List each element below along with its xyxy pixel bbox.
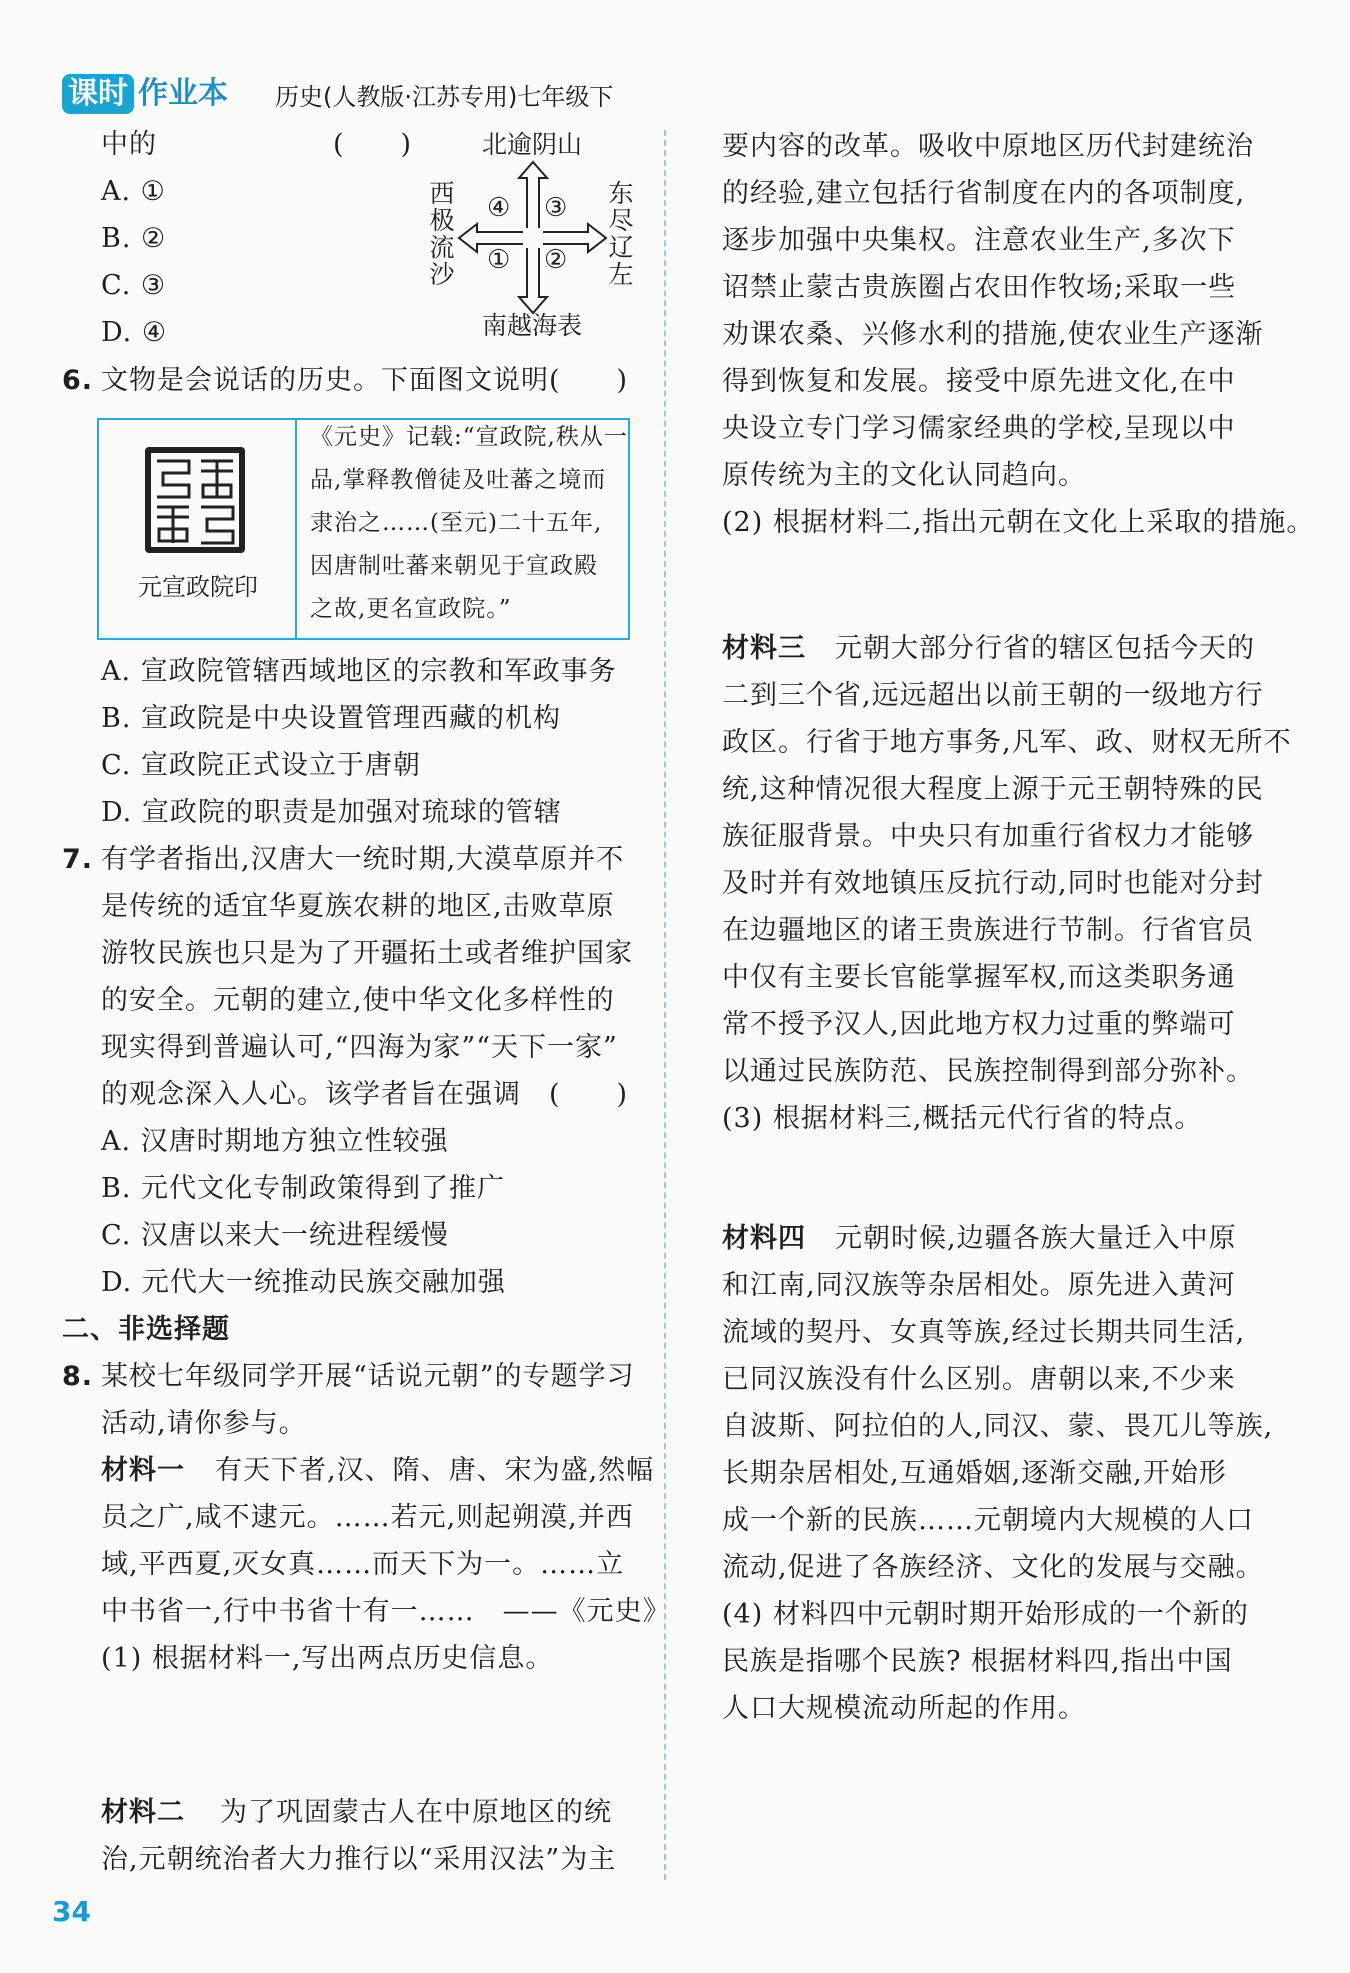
- material-3-label: 材料三: [722, 633, 806, 664]
- q8-subquestion-4: (4) 材料四中元朝时期开始形成的一个新的: [722, 1599, 1249, 1630]
- q5-option-d: D. ④: [101, 317, 168, 348]
- material-3-line: 及时并有效地镇压反抗行动,同时也能对分封: [722, 868, 1264, 899]
- material-2-line: 的经验,建立包括行省制度在内的各项制度,: [722, 178, 1246, 209]
- q6-option-d: D. 宣政院的职责是加强对琉球的管辖: [101, 797, 562, 828]
- material-2-line: 劝课农桑、兴修水利的措施,使农业生产逐渐: [722, 319, 1264, 350]
- material-2-line: 得到恢复和发展。接受中原先进文化,在中: [722, 366, 1236, 397]
- material-3-line: 以通过民族防范、民族控制得到部分弥补。: [722, 1056, 1254, 1087]
- q7-option-c: C. 汉唐以来大一统进程缓慢: [101, 1220, 449, 1251]
- material-2-label: 材料二: [101, 1797, 185, 1828]
- material-1-line: 员之广,咸不逮元。……若元,则起朔漠,并西: [101, 1502, 634, 1533]
- q5-option-a: A. ①: [101, 176, 166, 207]
- q7-option-b: B. 元代文化专制政策得到了推广: [101, 1173, 506, 1204]
- section-title: 二、非选择题: [62, 1314, 230, 1345]
- q8-subquestion-1: (1) 根据材料一,写出两点历史信息。: [101, 1643, 554, 1674]
- q8-subquestion-2: (2) 根据材料二,指出元朝在文化上采取的措施。: [722, 507, 1315, 538]
- q8-subquestion-3: (3) 根据材料三,概括元代行省的特点。: [722, 1103, 1203, 1134]
- material-1-label: 材料一: [101, 1455, 185, 1486]
- q6-option-b: B. 宣政院是中央设置管理西藏的机构: [101, 703, 562, 734]
- q7-option-d: D. 元代大一统推动民族交融加强: [101, 1267, 506, 1298]
- material-2-line: 为了巩固蒙古人在中原地区的统: [220, 1797, 612, 1828]
- q6-option-a: A. 宣政院管辖西域地区的宗教和军政事务: [101, 656, 617, 687]
- material-4-line: 成一个新的民族……元朝境内大规模的人口: [722, 1505, 1254, 1536]
- material-3-line: 政区。行省于地方事务,凡军、政、财权无所不: [722, 727, 1292, 758]
- q8-stem-line: 某校七年级同学开展“话说元朝”的专题学习: [101, 1361, 635, 1392]
- diagram-mark-4: ④: [487, 193, 511, 223]
- material-3-line: 元朝大部分行省的辖区包括今天的: [835, 633, 1255, 664]
- q7-stem-line: 有学者指出,汉唐大一统时期,大漠草原并不: [101, 844, 625, 875]
- q8-number: 8.: [62, 1361, 94, 1392]
- q5-bracket: ( ): [333, 129, 413, 160]
- page-number: 34: [52, 1895, 91, 1928]
- material-3-line: 常不授予汉人,因此地方权力过重的弊端可: [722, 1009, 1236, 1040]
- q6-stem: 文物是会说话的历史。下面图文说明( ): [101, 365, 629, 396]
- q6-number: 6.: [62, 365, 94, 396]
- q8-stem-line: 活动,请你参与。: [101, 1408, 307, 1439]
- quote-line: 之故,更名宣政院。”: [310, 596, 512, 622]
- material-3-line: 统,这种情况很大程度上源于元王朝特殊的民: [722, 774, 1264, 805]
- material-2-line: 原传统为主的文化认同趋向。: [722, 460, 1086, 491]
- diagram-north-label: 北逾阴山: [482, 130, 583, 159]
- diagram-mark-3: ③: [544, 193, 568, 223]
- header-subject: 历史(人教版·江苏专用)七年级下: [275, 83, 614, 111]
- material-4-line: 自波斯、阿拉伯的人,同汉、蒙、畏兀儿等族,: [722, 1411, 1274, 1442]
- diagram-east-label: 东 尽 辽 左: [608, 179, 634, 289]
- material-2-line: 治,元朝统治者大力推行以“采用汉法”为主: [101, 1844, 617, 1875]
- material-1-line: 有天下者,汉、隋、唐、宋为盛,然幅: [215, 1455, 655, 1486]
- material-1-line: 中书省一,行中书省十有一…… ——《元史》: [101, 1596, 671, 1627]
- q7-stem-line: 的观念深入人心。该学者旨在强调 ( ): [101, 1079, 629, 1110]
- material-2-line: 要内容的改革。吸收中原地区历代封建统治: [722, 131, 1254, 162]
- diagram-west-label: 西 极 流 沙: [429, 179, 455, 289]
- q8-subquestion-4: 人口大规模流动所起的作用。: [722, 1693, 1086, 1724]
- material-4-label: 材料四: [722, 1223, 806, 1254]
- material-3-line: 族征服背景。中央只有加重行省权力才能够: [722, 821, 1254, 852]
- quote-line: 因唐制吐蕃来朝见于宣政殿: [310, 553, 598, 579]
- quote-line: 《元史》记载:“宣政院,秩从一: [310, 424, 628, 450]
- q7-stem-line: 的安全。元朝的建立,使中华文化多样性的: [101, 985, 615, 1016]
- seal-caption: 元宣政院印: [138, 573, 258, 601]
- material-3-line: 在边疆地区的诸王贵族进行节制。行省官员: [722, 915, 1254, 946]
- material-4-line: 已同汉族没有什么区别。唐朝以来,不少来: [722, 1364, 1236, 1395]
- q7-option-a: A. 汉唐时期地方独立性较强: [101, 1126, 449, 1157]
- material-3-line: 中仅有主要长官能掌握军权,而这类职务通: [722, 962, 1236, 993]
- diagram-south-label: 南越海表: [482, 311, 583, 340]
- logo-badge: 课时: [62, 74, 134, 114]
- quote-line: 隶治之……(至元)二十五年,: [310, 510, 603, 536]
- material-2-line: 央设立专门学习儒家经典的学校,呈现以中: [722, 413, 1236, 444]
- diagram-mark-2: ②: [544, 245, 568, 275]
- material-2-line: 逐步加强中央集权。注意农业生产,多次下: [722, 225, 1236, 256]
- material-4-line: 流域的契丹、女真等族,经过长期共同生活,: [722, 1317, 1246, 1348]
- material-2-line: 诏禁止蒙古贵族圈占农田作牧场;采取一些: [722, 272, 1237, 303]
- q5-option-c: C. ③: [101, 270, 167, 301]
- q6-option-c: C. 宣政院正式设立于唐朝: [101, 750, 421, 781]
- logo-text: 作业本: [138, 76, 228, 111]
- q7-number: 7.: [62, 844, 94, 875]
- q5-option-b: B. ②: [101, 223, 167, 254]
- quote-line: 品,掌释教僧徒及吐蕃之境而: [310, 467, 607, 493]
- material-4-line: 和江南,同汉族等杂居相处。原先进入黄河: [722, 1270, 1236, 1301]
- compass-arrows: [455, 160, 610, 315]
- header-logo: [62, 74, 257, 120]
- material-4-line: 长期杂居相处,互通婚姻,逐渐交融,开始形: [722, 1458, 1227, 1489]
- material-1-line: 域,平西夏,灭女真……而天下为一。……立: [101, 1549, 625, 1580]
- material-4-line: 元朝时候,边疆各族大量迁入中原: [835, 1223, 1237, 1254]
- material-3-line: 二到三个省,远远超出以前王朝的一级地方行: [722, 680, 1264, 711]
- q7-stem-line: 现实得到普遍认可,“四海为家”“天下一家”: [101, 1032, 618, 1063]
- q7-stem-line: 游牧民族也只是为了开疆拓土或者维护国家: [101, 938, 633, 969]
- material-4-line: 流动,促进了各族经济、文化的发展与交融。: [722, 1552, 1264, 1583]
- q5-stem-tail: 中的: [101, 129, 157, 160]
- diagram-mark-1: ①: [487, 245, 511, 275]
- q8-subquestion-4: 民族是指哪个民族? 根据材料四,指出中国: [722, 1646, 1233, 1677]
- seal-image: [143, 445, 247, 557]
- q7-stem-line: 是传统的适宜华夏族农耕的地区,击败草原: [101, 891, 615, 922]
